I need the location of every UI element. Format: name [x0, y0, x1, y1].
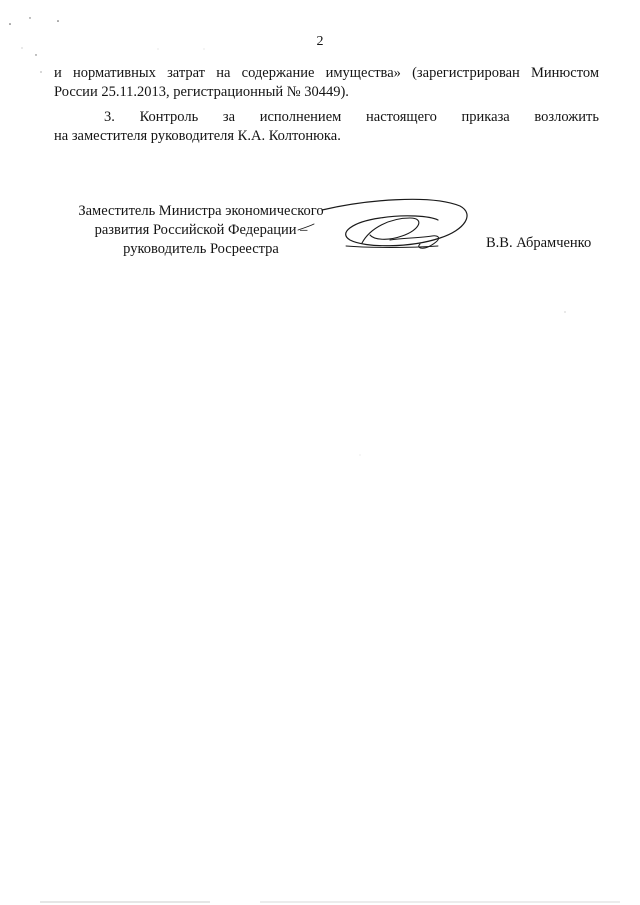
handwritten-signature: [270, 188, 480, 268]
page-number: 2: [316, 34, 324, 49]
paragraph-line: и нормативных затрат на содержание имущества» (зарегистрирован Минюстом: [54, 65, 599, 81]
signer-name: В.В. Абрамченко: [486, 235, 592, 251]
paragraph-continuation: [54, 64, 599, 102]
paragraph-line: на заместителя руководителя К.А. Колтонюка.: [54, 128, 341, 144]
paragraph-control-clause: [54, 108, 599, 146]
paragraph-line: России 25.11.2013, регистрационный № 30449).: [54, 84, 349, 100]
paragraph-line: 3. Контроль за исполнением настоящего приказа возложить: [104, 109, 599, 125]
position-line: развития Российской Федерации –: [94, 222, 308, 238]
position-line: Заместитель Министра экономического: [78, 203, 324, 219]
position-line: руководитель Росреестра: [123, 241, 279, 257]
